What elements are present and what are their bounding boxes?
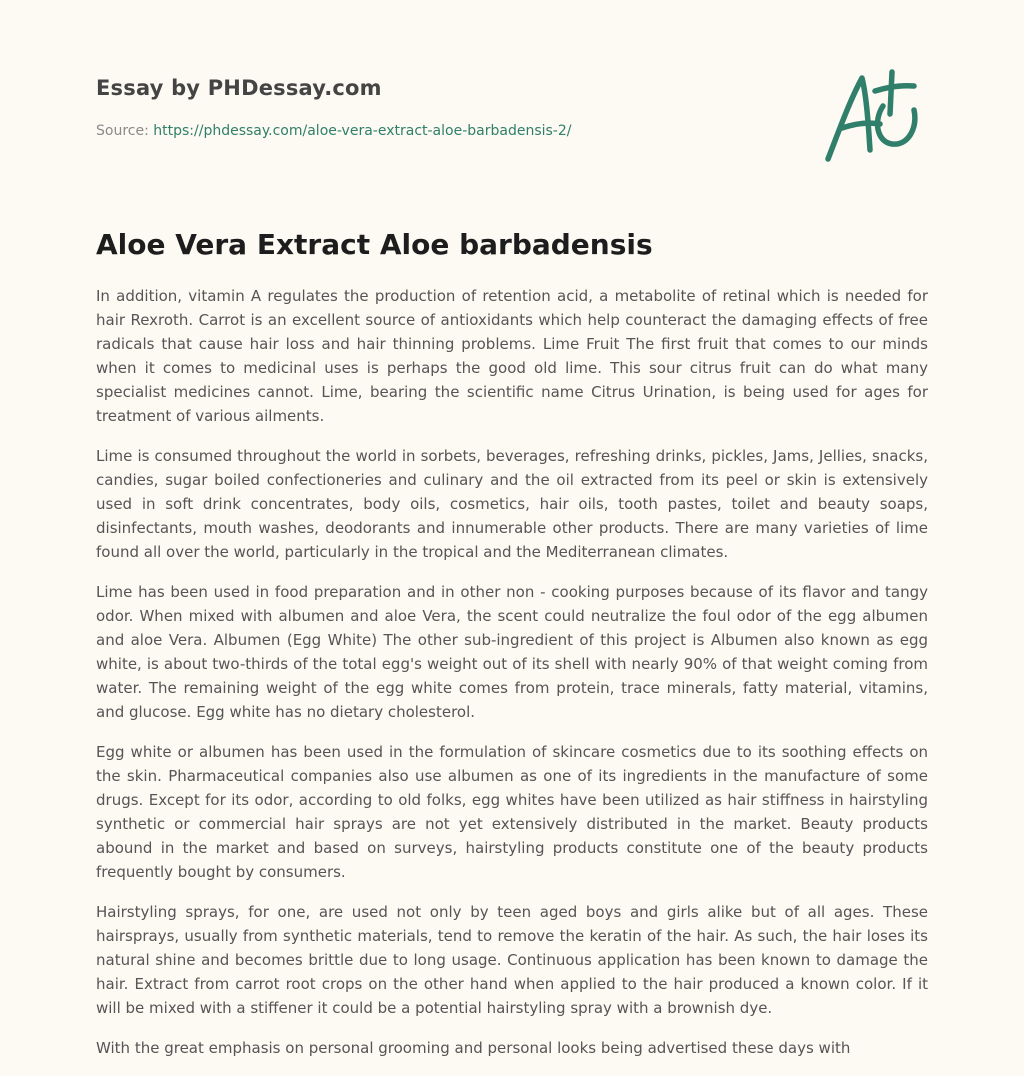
essay-title: Aloe Vera Extract Aloe barbadensis <box>96 228 653 261</box>
essay-paragraph: Hairstyling sprays, for one, are used not only by teen aged boys and girls alike but of all ages. These hairsprays, usually from synthetic materials, tend to remove the keratin of the hair. As such, the hair loses its natural shine and becomes brittle due to long usage. Continuous application has been known to damage the hair. Extract from carrot root crops on the other hand when applied to the hair produced a known color. If it will be mixed with a stiffener it could be a potential hairstyling spray with a brownish dye. <box>96 903 928 1017</box>
a-plus-logo-icon <box>820 66 930 166</box>
essay-paragraph: Lime is consumed throughout the world in sorbets, beverages, refreshing drinks, pickles, Jams, Jellies, snacks, candies, sugar boiled confectioneries and culinary and the oil extracted from its peel or skin is extensively used in soft drink concentrates, body oils, cosmetics, hair oils, tooth pastes, toilet and beauty soaps, disinfectants, mouth washes, deodorants and innumerable other products. There are many varieties of lime found all over the world, particularly in the tropical and the Mediterranean climates. <box>96 447 928 561</box>
header <box>96 0 928 190</box>
essay-paragraph: In addition, vitamin A regulates the production of retention acid, a metabolite of retinal which is needed for hair Rexroth. Carrot is an excellent source of antioxidants which help counteract the damaging effects of free radicals that cause hair loss and hair thinning problems. Lime Fruit The first fruit that comes to our minds when it comes to medicinal uses is perhaps the good old lime. This sour citrus fruit can do what many specialist medicines cannot. Lime, bearing the scientific name Citrus Urination, is being used for ages for treatment of various ailments. <box>96 287 928 425</box>
source-line <box>96 123 571 139</box>
source-link[interactable]: https://phdessay.com/aloe-vera-extract-aloe-barbadensis-2/ <box>153 123 572 139</box>
source-label: Source: <box>96 123 154 139</box>
essay-paragraph: Lime has been used in food preparation and in other non - cooking purposes because of its flavor and tangy odor. When mixed with albumen and aloe Vera, the scent could neutralize the foul odor of the egg albumen and aloe Vera. Albumen (Egg White) The other sub-ingredient of this project is Albumen also known as egg white, is about two-thirds of the total egg's weight out of its shell with nearly 90% of that weight coming from water. The remaining weight of the egg white comes from protein, trace minerals, fatty material, vitamins, and glucose. Egg white has no dietary cholesterol. <box>96 583 928 721</box>
essay-body <box>96 284 928 1060</box>
essay-paragraph: With the great emphasis on personal grooming and personal looks being advertised these days with <box>96 1039 851 1057</box>
site-title: Essay by PHDessay.com <box>96 76 382 100</box>
essay-paragraph: Egg white or albumen has been used in the formulation of skincare cosmetics due to its soothing effects on the skin. Pharmaceutical companies also use albumen as one of its ingredients in the manufacture of some drugs. Except for its odor, according to old folks, egg whites have been utilized as hair stiffness in hairstyling synthetic or commercial hair sprays are not yet extensively distributed in the market. Beauty products abound in the market and based on surveys, hairstyling products constitute one of the beauty products frequently bought by consumers. <box>96 743 928 881</box>
